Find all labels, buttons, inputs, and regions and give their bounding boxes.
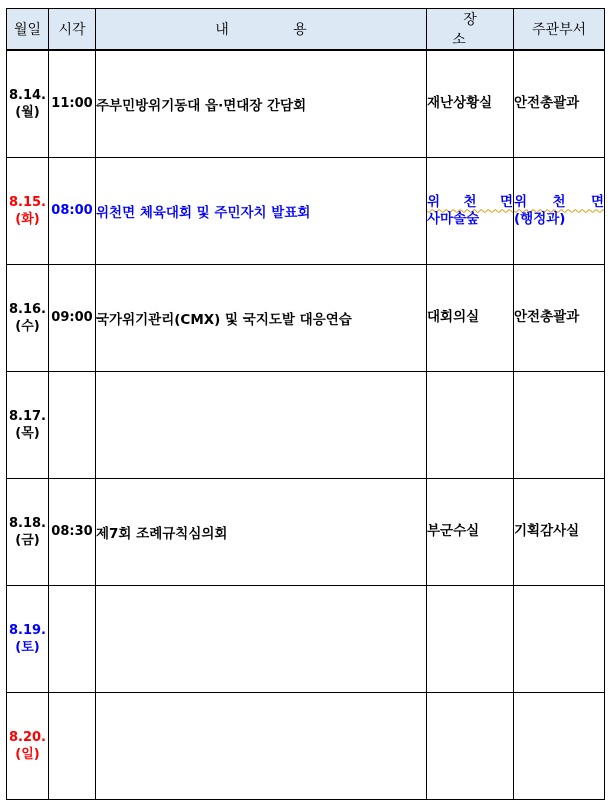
content-cell: 제7회 조례규칙심의회 [96,478,427,585]
date-text: 8.14. [8,87,46,103]
schedule-row [7,157,605,264]
time-cell [49,371,96,478]
place-text: 부군수실 [427,523,480,539]
place-cell [427,585,514,692]
dept-cell [514,157,605,264]
schedule-body [7,50,605,799]
header-time: 시각 [49,9,96,51]
date-text: 8.19. [8,622,46,638]
content-cell [96,692,427,799]
dept-text: 안전총괄과 [514,95,580,112]
date-cell [7,157,49,264]
date-cell [7,692,49,799]
schedule-row [7,692,605,799]
place-text: 재난상황실 [427,95,493,112]
time-cell: 11:00 [49,50,96,157]
header-content [96,9,427,51]
content-cell: 주부민방위기동대 읍·면대장 간담회 [96,50,427,157]
date-cell [7,371,49,478]
header-date: 월일 [7,9,49,51]
date-text: 8.20. [8,729,46,745]
dept-cell [514,264,605,371]
schedule-table [6,8,605,800]
dept-text: 위 천 면 [514,193,604,210]
weekday-text: (토) [15,639,40,655]
time-cell: 08:30 [49,478,96,585]
content-cell: 국가위기관리(CMX) 및 국지도발 대응연습 [96,264,427,371]
header-row [7,9,605,51]
place-text-line2: 사마솔숲 [427,210,480,227]
schedule-row [7,50,605,157]
place-cell [427,371,514,478]
schedule-row [7,371,605,478]
date-cell [7,264,49,371]
time-cell [49,585,96,692]
date-text: 8.17. [8,408,46,424]
header-place-label: 장 소 [452,12,499,48]
schedule-row [7,478,605,585]
header-content-label: 내 용 [215,22,337,38]
dept-text: 안전총괄과 [514,309,580,325]
place-cell [427,50,514,157]
place-cell [427,157,514,264]
dept-cell [514,585,605,692]
dept-cell [514,371,605,478]
date-text: 8.15. [8,194,46,210]
date-cell [7,50,49,157]
header-place [427,9,514,51]
header-dept: 주관부서 [514,9,605,51]
date-cell [7,585,49,692]
place-cell [427,692,514,799]
content-cell: 위천면 체육대회 및 주민자치 발표회 [96,157,427,264]
content-cell [96,585,427,692]
time-cell: 09:00 [49,264,96,371]
time-cell [49,692,96,799]
place-cell [427,264,514,371]
weekday-text: (일) [15,746,40,762]
dept-text-line2: (행정과) [514,210,566,227]
place-text: 대회의실 [427,309,480,325]
date-text: 8.18. [8,515,46,531]
place-cell [427,478,514,585]
weekday-text: (월) [15,104,40,120]
date-text: 8.16. [8,301,46,317]
dept-cell [514,50,605,157]
dept-text: 기획감사실 [514,523,580,539]
dept-cell [514,478,605,585]
content-cell [96,371,427,478]
date-cell [7,478,49,585]
weekday-text: (목) [15,425,40,441]
schedule-row [7,264,605,371]
time-cell: 08:00 [49,157,96,264]
weekday-text: (화) [15,211,40,227]
weekday-text: (금) [15,532,40,548]
dept-cell [514,692,605,799]
place-text: 위 천 면 [427,193,513,210]
schedule-row [7,585,605,692]
weekday-text: (수) [15,318,40,334]
